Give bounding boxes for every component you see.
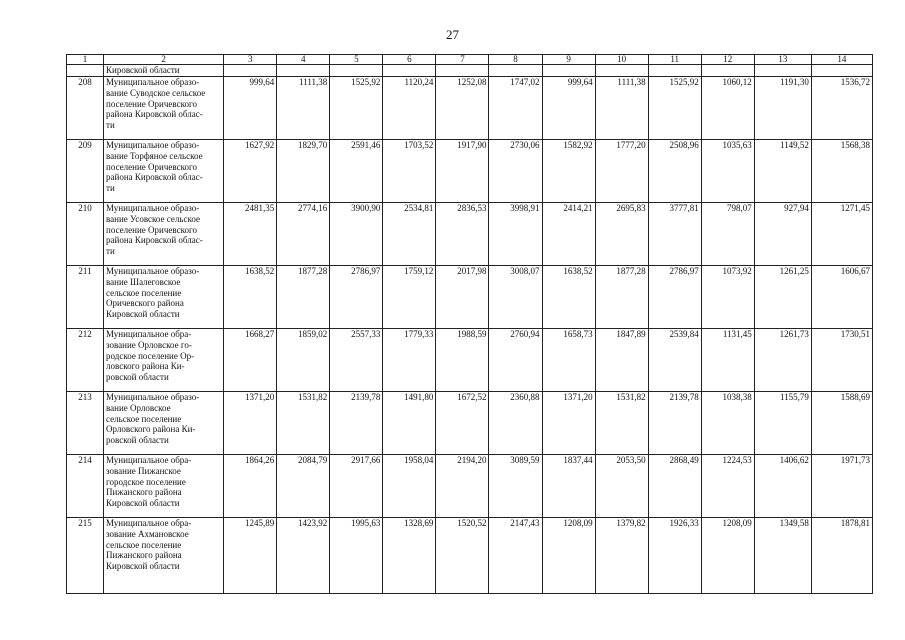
page-number: 27 (446, 27, 459, 42)
table-cell-empty (67, 65, 104, 77)
column-header: 3 (224, 55, 277, 65)
value-cell: 1606,67 (811, 266, 872, 329)
value-cell: 2591,46 (330, 140, 383, 203)
row-number: 208 (67, 77, 104, 140)
column-header: 14 (811, 55, 872, 65)
value-cell: 2557,33 (330, 329, 383, 392)
municipality-name-line: Пижанского района (106, 550, 182, 561)
value-cell: 1208,09 (542, 518, 595, 594)
value-cell: 1878,81 (811, 518, 872, 594)
municipality-name-line: Муниципальное образо- (106, 77, 200, 87)
municipality-name-line: Муниципальное обра- (106, 329, 192, 339)
municipality-name-line: вание Орловское (106, 402, 171, 413)
row-number: 212 (67, 329, 104, 392)
value-cell: 2139,78 (330, 392, 383, 455)
value-cell: 2147,43 (489, 518, 542, 594)
value-cell: 1859,02 (277, 329, 330, 392)
municipality-name-line: ловского района Ки- (106, 361, 185, 372)
municipality-name-line: Муниципальное образо- (106, 140, 200, 150)
value-cell: 1864,26 (224, 455, 277, 518)
value-cell: 2017,98 (436, 266, 489, 329)
municipality-name (104, 203, 224, 266)
value-cell: 2414,21 (542, 203, 595, 266)
municipality-name-line: сельское поселение (106, 539, 182, 550)
value-cell: 1531,82 (595, 392, 648, 455)
municipality-name-line: района Кировской облас- (106, 109, 203, 120)
value-cell: 1131,45 (701, 329, 754, 392)
column-number-header (67, 55, 873, 65)
value-cell: 1208,09 (701, 518, 754, 594)
row-number: 215 (67, 518, 104, 594)
municipality-name (104, 77, 224, 140)
value-cell: 1568,38 (811, 140, 872, 203)
value-cell: 2194,20 (436, 455, 489, 518)
municipality-name-line: Муниципальное образо- (106, 266, 200, 276)
tariff-table (66, 54, 873, 594)
value-cell: 1111,38 (277, 77, 330, 140)
continuation-text: Кировской области (104, 65, 224, 77)
municipality-name-line: зование Пижанское (106, 465, 181, 476)
value-cell: 2836,53 (436, 203, 489, 266)
value-cell: 1877,28 (277, 266, 330, 329)
value-cell: 1149,52 (754, 140, 811, 203)
value-cell: 1703,52 (383, 140, 436, 203)
table-row (67, 266, 873, 329)
value-cell: 1627,92 (224, 140, 277, 203)
value-cell: 1191,30 (754, 77, 811, 140)
value-cell: 1520,52 (436, 518, 489, 594)
municipality-name (104, 140, 224, 203)
value-cell: 798,07 (701, 203, 754, 266)
value-cell: 1779,33 (383, 329, 436, 392)
value-cell: 1672,52 (436, 392, 489, 455)
value-cell: 1638,52 (542, 266, 595, 329)
table-row (67, 518, 873, 594)
value-cell: 1829,70 (277, 140, 330, 203)
column-header: 1 (67, 55, 104, 65)
table-row (67, 77, 873, 140)
value-cell: 2139,78 (648, 392, 701, 455)
row-number: 211 (67, 266, 104, 329)
value-cell: 1582,92 (542, 140, 595, 203)
municipality-name (104, 329, 224, 392)
value-cell: 1261,73 (754, 329, 811, 392)
municipality-name-line: зование Орловское го- (106, 339, 192, 350)
table-row (67, 392, 873, 455)
municipality-name-line: Оричевского района (106, 298, 184, 309)
value-cell: 1536,72 (811, 77, 872, 140)
table-row (67, 140, 873, 203)
column-header: 5 (330, 55, 383, 65)
value-cell: 2481,35 (224, 203, 277, 266)
value-cell: 1971,73 (811, 455, 872, 518)
value-cell: 927,94 (754, 203, 811, 266)
value-cell: 3900,90 (330, 203, 383, 266)
municipality-name-line: ровской области (106, 372, 169, 383)
value-cell: 1658,73 (542, 329, 595, 392)
municipality-name-line: вание Шалеговское (106, 276, 181, 287)
municipality-name-line: сельское поселение (106, 287, 182, 298)
column-header: 6 (383, 55, 436, 65)
value-cell: 1958,04 (383, 455, 436, 518)
column-header: 8 (489, 55, 542, 65)
value-cell: 2084,79 (277, 455, 330, 518)
value-cell: 1988,59 (436, 329, 489, 392)
value-cell: 1371,20 (542, 392, 595, 455)
value-cell: 3008,07 (489, 266, 542, 329)
value-cell: 1668,27 (224, 329, 277, 392)
value-cell: 1525,92 (330, 77, 383, 140)
value-cell: 1224,53 (701, 455, 754, 518)
value-cell: 1245,89 (224, 518, 277, 594)
column-header: 12 (701, 55, 754, 65)
municipality-name-line: поселение Оричевского (106, 161, 197, 172)
row-number: 214 (67, 455, 104, 518)
value-cell: 1423,92 (277, 518, 330, 594)
column-header: 4 (277, 55, 330, 65)
municipality-name-line: района Кировской облас- (106, 235, 203, 246)
value-cell: 2053,50 (595, 455, 648, 518)
municipality-name-line: вание Усовское сельское (106, 213, 200, 224)
row-number: 210 (67, 203, 104, 266)
value-cell: 1837,44 (542, 455, 595, 518)
value-cell: 1271,45 (811, 203, 872, 266)
value-cell: 1328,69 (383, 518, 436, 594)
value-cell: 2360,88 (489, 392, 542, 455)
column-header: 13 (754, 55, 811, 65)
municipality-name-line: вание Торфяное сельское (106, 150, 203, 161)
value-cell: 1531,82 (277, 392, 330, 455)
municipality-name-line: Пижанского района (106, 487, 182, 498)
municipality-name-line: поселение Оричевского (106, 224, 197, 235)
municipality-name-line: района Кировской облас- (106, 172, 203, 183)
municipality-name-line: вание Суводское сельское (106, 87, 206, 98)
row-number: 209 (67, 140, 104, 203)
municipality-name-line: ровской области (106, 435, 169, 446)
column-header: 9 (542, 55, 595, 65)
value-cell: 3089,59 (489, 455, 542, 518)
value-cell: 2868,49 (648, 455, 701, 518)
value-cell: 1038,38 (701, 392, 754, 455)
table-row (67, 455, 873, 518)
value-cell: 1638,52 (224, 266, 277, 329)
table-row (67, 203, 873, 266)
value-cell: 2730,06 (489, 140, 542, 203)
value-cell: 999,64 (224, 77, 277, 140)
value-cell: 2760,94 (489, 329, 542, 392)
municipality-name-line: Орловского района Ки- (106, 424, 196, 435)
municipality-name-line: Муниципальное образо- (106, 203, 200, 213)
value-cell: 2534,81 (383, 203, 436, 266)
municipality-name-line: ти (106, 120, 115, 131)
municipality-name-line: зование Ахмановское (106, 528, 189, 539)
value-cell: 1588,69 (811, 392, 872, 455)
value-cell: 1926,33 (648, 518, 701, 594)
value-cell: 1730,51 (811, 329, 872, 392)
value-cell: 1777,20 (595, 140, 648, 203)
municipality-name-line: городское поселение (106, 476, 186, 487)
value-cell: 2508,96 (648, 140, 701, 203)
value-cell: 1491,80 (383, 392, 436, 455)
value-cell: 1759,12 (383, 266, 436, 329)
municipality-name-line: Кировской области (106, 309, 180, 320)
municipality-name-line: ти (106, 246, 115, 257)
value-cell: 1035,63 (701, 140, 754, 203)
value-cell: 1406,62 (754, 455, 811, 518)
value-cell: 3998,91 (489, 203, 542, 266)
continuation-row (67, 65, 873, 77)
value-cell: 1073,92 (701, 266, 754, 329)
municipality-name (104, 392, 224, 455)
value-cell: 1111,38 (595, 77, 648, 140)
value-cell: 2786,97 (648, 266, 701, 329)
value-cell: 1120,24 (383, 77, 436, 140)
value-cell: 1525,92 (648, 77, 701, 140)
value-cell: 1155,79 (754, 392, 811, 455)
column-header: 10 (595, 55, 648, 65)
value-cell: 2774,16 (277, 203, 330, 266)
value-cell: 2786,97 (330, 266, 383, 329)
municipality-name (104, 266, 224, 329)
municipality-name-line: Муниципальное образо- (106, 392, 200, 402)
column-header: 2 (104, 55, 224, 65)
municipality-name-line: ти (106, 183, 115, 194)
row-number: 213 (67, 392, 104, 455)
value-cell: 1847,89 (595, 329, 648, 392)
municipality-name-line: Муниципальное обра- (106, 455, 192, 465)
municipality-name-line: сельское поселение (106, 413, 182, 424)
value-cell: 2695,83 (595, 203, 648, 266)
value-cell: 999,64 (542, 77, 595, 140)
value-cell: 2539,84 (648, 329, 701, 392)
value-cell: 1917,90 (436, 140, 489, 203)
column-header: 7 (436, 55, 489, 65)
municipality-name-line: Муниципальное обра- (106, 518, 192, 528)
value-cell: 1371,20 (224, 392, 277, 455)
value-cell: 1877,28 (595, 266, 648, 329)
value-cell: 1349,58 (754, 518, 811, 594)
table-row (67, 329, 873, 392)
value-cell: 1261,25 (754, 266, 811, 329)
value-cell: 1995,63 (330, 518, 383, 594)
value-cell: 1379,82 (595, 518, 648, 594)
column-header: 11 (648, 55, 701, 65)
municipality-name-line: родское поселение Ор- (106, 350, 195, 361)
value-cell: 1747,02 (489, 77, 542, 140)
municipality-name (104, 455, 224, 518)
municipality-name (104, 518, 224, 594)
value-cell: 1060,12 (701, 77, 754, 140)
municipality-name-line: Кировской области (106, 561, 180, 572)
value-cell: 2917,66 (330, 455, 383, 518)
municipality-name-line: Кировской области (106, 498, 180, 509)
value-cell: 1252,08 (436, 77, 489, 140)
value-cell: 3777,81 (648, 203, 701, 266)
municipality-name-line: поселение Оричевского (106, 98, 197, 109)
